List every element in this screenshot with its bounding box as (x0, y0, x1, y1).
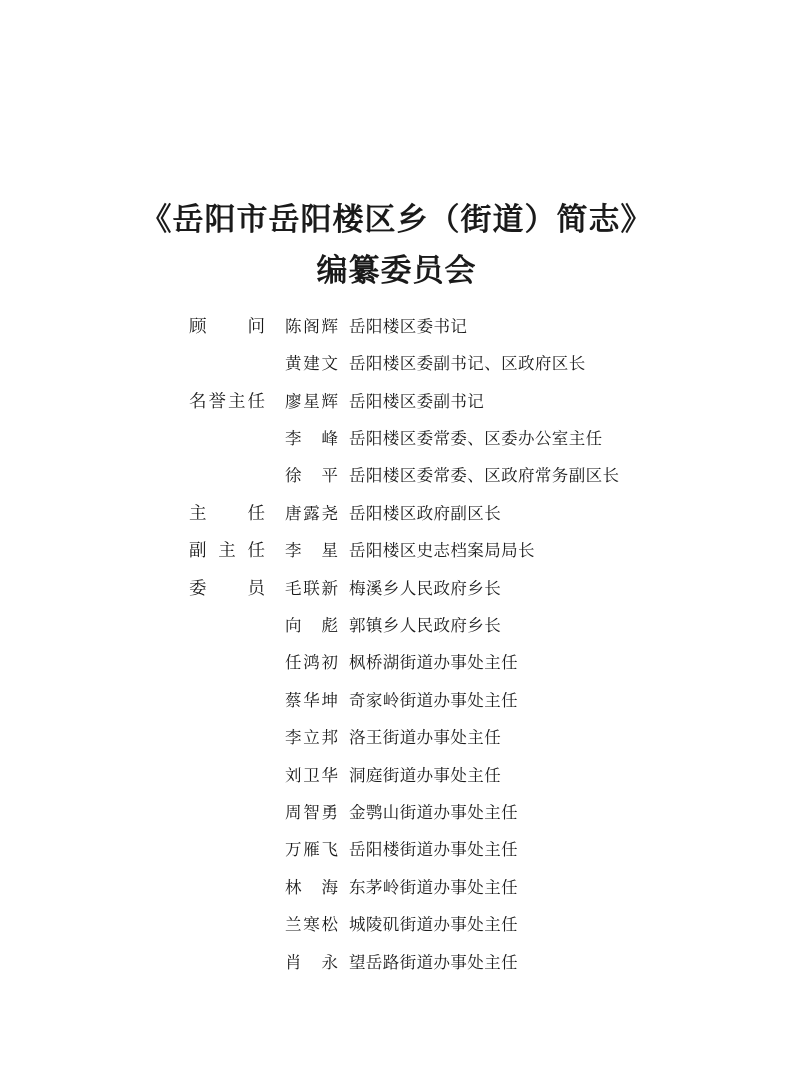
member-position: 奇家岭街道办事处主任 (349, 691, 518, 710)
member-name: 徐 平 (285, 466, 338, 485)
document-title-line1: 《岳阳市岳阳楼区乡（街道）简志》 (140, 202, 653, 238)
member-position: 岳阳楼区委副书记 (349, 392, 485, 411)
member-name: 陈阁辉 (285, 317, 338, 336)
member-position: 岳阳楼区委书记 (349, 317, 468, 336)
member-row (0, 875, 793, 901)
member-row (0, 314, 793, 340)
member-role: 委 员 (189, 579, 265, 599)
member-position: 岳阳楼区史志档案局局长 (349, 541, 535, 560)
member-name: 林 海 (285, 878, 338, 897)
member-position: 枫桥湖街道办事处主任 (349, 653, 518, 672)
member-name: 蔡华坤 (285, 691, 338, 710)
member-row (0, 688, 793, 714)
member-name: 李 峰 (285, 429, 338, 448)
member-name: 任鸿初 (285, 653, 338, 672)
member-name: 肖 永 (285, 953, 338, 972)
member-name: 唐露尧 (285, 504, 338, 523)
member-name: 万雁飞 (285, 840, 338, 859)
member-row (0, 912, 793, 938)
member-position: 岳阳楼区政府副区长 (349, 504, 502, 523)
member-role: 名誉主任 (189, 392, 265, 412)
member-position: 岳阳楼区委常委、区政府常务副区长 (349, 466, 620, 485)
member-row (0, 950, 793, 976)
member-position: 洛王街道办事处主任 (349, 728, 502, 747)
document-title-line2: 编纂委员会 (316, 253, 477, 289)
member-position: 东茅岭街道办事处主任 (349, 878, 518, 897)
member-name: 李立邦 (285, 728, 338, 747)
member-name: 周智勇 (285, 803, 338, 822)
member-position: 岳阳楼区委副书记、区政府区长 (349, 354, 586, 373)
member-position: 城陵矶街道办事处主任 (349, 915, 518, 934)
member-role: 主 任 (189, 504, 265, 524)
member-name: 李 星 (285, 541, 338, 560)
member-row (0, 763, 793, 789)
member-row (0, 501, 793, 527)
member-position: 洞庭街道办事处主任 (349, 766, 502, 785)
member-row (0, 576, 793, 602)
member-name: 刘卫华 (285, 766, 338, 785)
member-name: 兰寒松 (285, 915, 338, 934)
member-position: 望岳路街道办事处主任 (349, 953, 518, 972)
member-position: 岳阳楼街道办事处主任 (349, 840, 518, 859)
member-position: 岳阳楼区委常委、区委办公室主任 (349, 429, 603, 448)
member-role: 顾 问 (189, 317, 265, 337)
member-row (0, 800, 793, 826)
member-name: 廖星辉 (285, 392, 338, 411)
member-position: 梅溪乡人民政府乡长 (349, 579, 502, 598)
member-row (0, 351, 793, 377)
member-name: 黄建文 (285, 354, 338, 373)
member-name: 毛联新 (285, 579, 338, 598)
member-row (0, 389, 793, 415)
member-position: 郭镇乡人民政府乡长 (349, 616, 502, 635)
member-row (0, 650, 793, 676)
member-row (0, 426, 793, 452)
member-row (0, 463, 793, 489)
member-row (0, 538, 793, 564)
member-row (0, 613, 793, 639)
member-position: 金鹗山街道办事处主任 (349, 803, 518, 822)
member-row (0, 837, 793, 863)
member-row (0, 725, 793, 751)
member-name: 向 彪 (285, 616, 338, 635)
member-role: 副 主 任 (189, 541, 265, 561)
